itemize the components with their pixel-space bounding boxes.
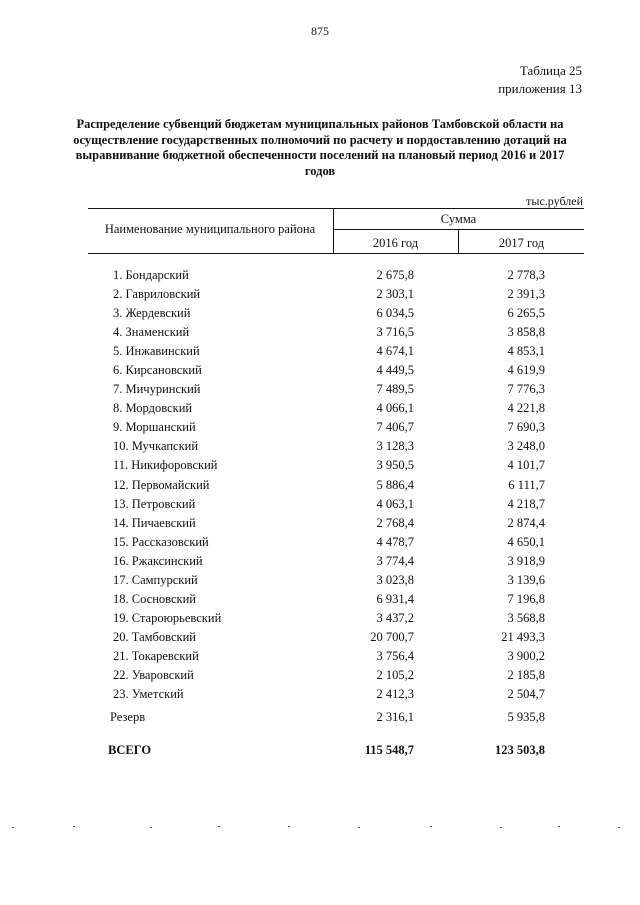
value-2017: 2 778,3	[507, 268, 545, 282]
table-row	[0, 668, 640, 687]
value-2016: 4 449,5	[376, 363, 414, 378]
district-name: 22. Уваровский	[113, 667, 194, 682]
district-name: 21. Токаревский	[113, 648, 199, 663]
value-2016: 2 316,1	[376, 710, 414, 725]
value-2016: 4 063,1	[376, 496, 414, 511]
header-top-line	[88, 208, 584, 209]
district-name: 23. Уметский	[113, 687, 184, 702]
value-2016: 4 066,1	[376, 401, 414, 416]
table-row	[0, 630, 640, 649]
value-2017: 21 493,3	[501, 629, 545, 644]
value-2017: 3 139,6	[507, 572, 545, 587]
header-year-2016: 2016 год	[372, 236, 419, 250]
header-name-column: Наименование муниципального района	[104, 222, 316, 236]
value-2017: 3 568,8	[507, 610, 545, 625]
table-row	[0, 363, 640, 382]
value-2016: 6 931,4	[376, 591, 414, 606]
value-2016: 2 105,2	[376, 667, 414, 682]
table-row	[0, 497, 640, 516]
value-2017: 4 619,9	[507, 363, 545, 378]
table-ref-line2: приложения 13	[498, 81, 582, 96]
value-2017: 3 858,8	[507, 325, 545, 340]
district-name: 15. Рассказовский	[113, 534, 209, 549]
value-2016: 7 489,5	[376, 382, 414, 397]
table-row	[0, 458, 640, 477]
district-name: 12. Первомайский	[113, 477, 210, 492]
value-2016: 2 412,3	[376, 687, 414, 702]
table-body	[0, 268, 640, 729]
value-2017: 4 218,7	[507, 496, 545, 511]
value-2016: 7 406,7	[376, 420, 414, 435]
district-name: 5. Инжавинский	[113, 344, 200, 359]
district-name: 18. Сосновский	[113, 591, 196, 606]
table-row	[0, 420, 640, 439]
value-2017: 4 221,8	[507, 401, 545, 416]
district-name: 2. Гавриловский	[113, 287, 201, 302]
table-row	[0, 592, 640, 611]
value-2016: 3 950,5	[376, 458, 414, 473]
table-row	[0, 516, 640, 535]
value-2017: 2 391,3	[507, 287, 545, 302]
district-name: 19. Староюрьевский	[113, 610, 222, 625]
value-2017: 3 900,2	[507, 648, 545, 663]
value-2017: 7 776,3	[507, 382, 545, 397]
value-2016: 3 756,4	[376, 648, 414, 663]
value-2016: 3 774,4	[376, 553, 414, 568]
page-number: 875	[311, 24, 329, 38]
value-2017: 6 265,5	[507, 306, 545, 321]
table-row	[0, 687, 640, 706]
table-ref-line1: Таблица 25	[519, 63, 582, 78]
district-name: 17. Сампурский	[113, 572, 198, 587]
units-label: тыс.рублей	[526, 194, 583, 208]
value-2017: 7 690,3	[507, 420, 545, 435]
value-2017: 4 101,7	[507, 458, 545, 473]
value-2017: 3 918,9	[507, 553, 545, 568]
scan-artifact-dots	[0, 824, 640, 830]
table-row	[0, 573, 640, 592]
value-2016: 5 886,4	[376, 477, 414, 492]
table-row	[0, 478, 640, 497]
total-2016: 115 548,7	[364, 743, 414, 757]
value-2016: 20 700,7	[370, 629, 414, 644]
value-2017: 2 874,4	[507, 515, 545, 530]
table-row	[0, 287, 640, 306]
value-2017: 6 111,7	[508, 477, 545, 492]
header-sum-column: Сумма	[440, 212, 477, 226]
district-name: 9. Моршанский	[113, 420, 196, 435]
value-2016: 3 437,2	[376, 610, 414, 625]
value-2016: 4 674,1	[376, 344, 414, 359]
district-name: 14. Пичаевский	[113, 515, 196, 530]
total-2017: 123 503,8	[495, 743, 545, 757]
table-row	[0, 611, 640, 630]
table-row	[0, 439, 640, 458]
value-2016: 3 128,3	[376, 439, 414, 454]
header-bottom-line	[88, 253, 584, 254]
document-title: Распределение субвенций бюджетам муниципальных районов Тамбовской области на осуществление государственных полномочий по расчету и пордоставлению дотаций на выравнивание бюджетной обеспеченности поселений на плановый период 2016 и 2017 годов	[73, 117, 567, 178]
value-2017: 2 504,7	[507, 687, 545, 702]
header-year-2017: 2017 год	[498, 236, 545, 250]
value-2016: 2 303,1	[376, 287, 414, 302]
district-name: Резерв	[110, 710, 146, 725]
value-2016: 3 023,8	[376, 572, 414, 587]
district-name: 6. Кирсановский	[113, 363, 202, 378]
value-2017: 4 650,1	[507, 534, 545, 549]
table-reference	[498, 62, 582, 98]
district-name: 8. Мордовский	[113, 401, 193, 416]
value-2016: 2 768,4	[376, 515, 414, 530]
district-name: 20. Тамбовский	[113, 629, 196, 644]
table-row	[0, 268, 640, 287]
district-name: 11. Никифоровский	[113, 458, 218, 473]
value-2016: 2 675,8	[376, 268, 414, 282]
table-row	[0, 401, 640, 420]
district-name: 16. Ржаксинский	[113, 553, 203, 568]
value-2017: 7 196,8	[507, 591, 545, 606]
table-row	[0, 382, 640, 401]
district-name: 10. Мучкапский	[113, 439, 199, 454]
table-row	[0, 325, 640, 344]
value-2017: 3 248,0	[507, 439, 545, 454]
district-name: 1. Бондарский	[113, 268, 189, 282]
value-2017: 2 185,8	[507, 667, 545, 682]
table-row	[0, 306, 640, 325]
district-name: 13. Петровский	[113, 496, 196, 511]
table-row	[0, 649, 640, 668]
value-2017: 4 853,1	[507, 344, 545, 359]
table-row	[0, 710, 640, 729]
value-2016: 4 478,7	[376, 534, 414, 549]
value-2016: 3 716,5	[376, 325, 414, 340]
table-row	[0, 535, 640, 554]
total-label: ВСЕГО	[108, 743, 152, 757]
table-row	[0, 344, 640, 363]
value-2017: 5 935,8	[507, 710, 545, 725]
district-name: 3. Жердевский	[113, 306, 191, 321]
district-name: 7. Мичуринский	[113, 382, 201, 397]
value-2016: 6 034,5	[376, 306, 414, 321]
district-name: 4. Знаменский	[113, 325, 190, 340]
table-row	[0, 554, 640, 573]
